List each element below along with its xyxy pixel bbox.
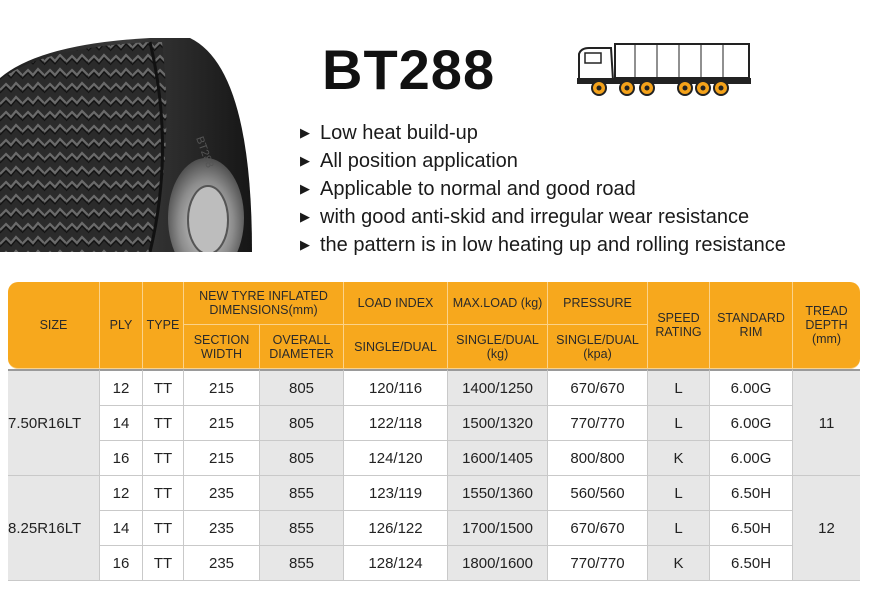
bullet-arrow-icon: ▶ — [300, 209, 310, 224]
type-cell: TT — [143, 369, 184, 406]
header-max-load: MAX.LOAD (kg) — [448, 282, 548, 325]
header-type: TYPE — [143, 282, 184, 369]
feature-item: ▶ the pattern is in low heating up and rolling resistance — [300, 231, 786, 259]
feature-item: ▶ All position application — [300, 147, 786, 175]
load-index-cell: 128/124 — [344, 546, 448, 581]
bullet-arrow-icon: ▶ — [300, 181, 310, 196]
max-load-cell: 1400/1250 — [448, 369, 548, 406]
size-cell: 7.50R16LT — [8, 369, 100, 476]
tread-depth-cell: 12 — [793, 476, 860, 581]
table-row — [8, 511, 860, 546]
rim-cell: 6.00G — [710, 369, 793, 406]
max-load-cell: 1800/1600 — [448, 546, 548, 581]
type-cell: TT — [143, 511, 184, 546]
ply-cell: 12 — [100, 476, 143, 511]
load-index-cell: 122/118 — [344, 406, 448, 441]
max-load-cell: 1500/1320 — [448, 406, 548, 441]
type-cell: TT — [143, 476, 184, 511]
ply-cell: 16 — [100, 441, 143, 476]
rim-cell: 6.50H — [710, 511, 793, 546]
section-width-cell: 235 — [184, 476, 260, 511]
load-index-cell: 123/119 — [344, 476, 448, 511]
ply-cell: 12 — [100, 369, 143, 406]
load-index-cell: 124/120 — [344, 441, 448, 476]
header-pressure-sub: SINGLE/DUAL (kpa) — [548, 325, 648, 369]
ply-cell: 14 — [100, 511, 143, 546]
feature-item: ▶ with good anti-skid and irregular wear resistance — [300, 203, 786, 231]
type-cell: TT — [143, 441, 184, 476]
pressure-cell: 670/670 — [548, 369, 648, 406]
header-pressure: PRESSURE — [548, 282, 648, 325]
overall-diameter-cell: 805 — [260, 406, 344, 441]
speed-rating-cell: L — [648, 369, 710, 406]
header-size: SIZE — [8, 282, 100, 369]
section-width-cell: 235 — [184, 546, 260, 581]
pressure-cell: 770/770 — [548, 546, 648, 581]
ply-cell: 16 — [100, 546, 143, 581]
table-row — [8, 406, 860, 441]
overall-diameter-cell: 805 — [260, 441, 344, 476]
header-load-index: LOAD INDEX — [344, 282, 448, 325]
header-dimensions: NEW TYRE INFLATED DIMENSIONS(mm) — [184, 282, 344, 325]
size-cell: 8.25R16LT — [8, 476, 100, 581]
feature-item: ▶ Applicable to normal and good road — [300, 175, 786, 203]
type-cell: TT — [143, 546, 184, 581]
table-row — [8, 476, 860, 511]
bullet-arrow-icon: ▶ — [300, 125, 310, 140]
speed-rating-cell: K — [648, 546, 710, 581]
speed-rating-cell: L — [648, 406, 710, 441]
overall-diameter-cell: 805 — [260, 369, 344, 406]
speed-rating-cell: L — [648, 476, 710, 511]
rim-cell: 6.00G — [710, 406, 793, 441]
feature-list — [300, 119, 786, 259]
pressure-cell: 560/560 — [548, 476, 648, 511]
section-width-cell: 215 — [184, 369, 260, 406]
section-width-cell: 215 — [184, 406, 260, 441]
rim-cell: 6.00G — [710, 441, 793, 476]
type-cell: TT — [143, 406, 184, 441]
table-row — [8, 369, 860, 406]
pressure-cell: 770/770 — [548, 406, 648, 441]
model-title: BT288 — [322, 38, 496, 101]
speed-rating-cell: L — [648, 511, 710, 546]
section-width-cell: 215 — [184, 441, 260, 476]
truck-icon — [575, 40, 753, 100]
max-load-cell: 1600/1405 — [448, 441, 548, 476]
tire-tread-image — [0, 38, 252, 252]
rim-cell: 6.50H — [710, 546, 793, 581]
tread-depth-cell: 11 — [793, 369, 860, 476]
rim-cell: 6.50H — [710, 476, 793, 511]
speed-rating-cell: K — [648, 441, 710, 476]
pressure-cell: 670/670 — [548, 511, 648, 546]
header-overall-diameter: OVERALL DIAMETER — [260, 325, 344, 369]
bullet-arrow-icon: ▶ — [300, 237, 310, 252]
feature-item: ▶ Low heat build-up — [300, 119, 786, 147]
header-tread-depth: TREAD DEPTH (mm) — [793, 282, 860, 369]
header-standard-rim: STANDARD RIM — [710, 282, 793, 369]
max-load-cell: 1550/1360 — [448, 476, 548, 511]
load-index-cell: 120/116 — [344, 369, 448, 406]
max-load-cell: 1700/1500 — [448, 511, 548, 546]
svg-text:BT288: BT288 — [193, 134, 216, 170]
ply-cell: 14 — [100, 406, 143, 441]
header-section-width: SECTION WIDTH — [184, 325, 260, 369]
header-speed-rating: SPEED RATING — [648, 282, 710, 369]
header-max-load-sub: SINGLE/DUAL (kg) — [448, 325, 548, 369]
table-row — [8, 546, 860, 581]
overall-diameter-cell: 855 — [260, 546, 344, 581]
header-ply: PLY — [100, 282, 143, 369]
section-width-cell: 235 — [184, 511, 260, 546]
overall-diameter-cell: 855 — [260, 511, 344, 546]
bullet-arrow-icon: ▶ — [300, 153, 310, 168]
header-load-index-sub: SINGLE/DUAL — [344, 325, 448, 369]
pressure-cell: 800/800 — [548, 441, 648, 476]
table-row — [8, 441, 860, 476]
overall-diameter-cell: 855 — [260, 476, 344, 511]
load-index-cell: 126/122 — [344, 511, 448, 546]
spec-table — [8, 282, 860, 581]
